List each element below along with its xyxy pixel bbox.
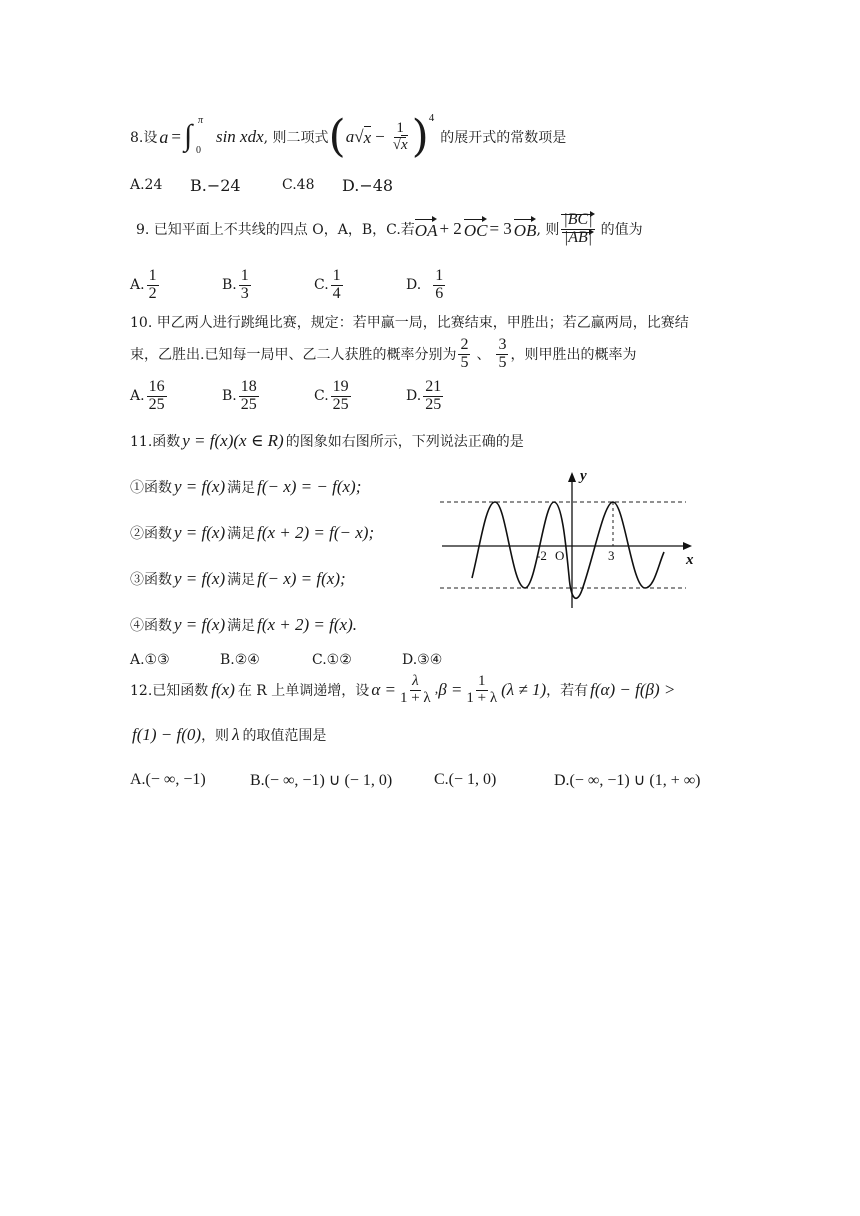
- q8-int-lower: 0: [195, 145, 201, 156]
- q9-vector-oa: OA: [415, 217, 438, 241]
- q10-c-den: 25: [332, 395, 349, 413]
- q12-prefix: 12.已知函数: [130, 683, 209, 699]
- q11-s2-mark: ②函数: [130, 526, 172, 542]
- q10-option-a-frac: [147, 379, 167, 414]
- q9-d-num: 1: [435, 266, 444, 284]
- q12-cond: (λ ≠ 1): [501, 680, 547, 699]
- q12-a-num: λ: [412, 672, 419, 689]
- q12-option-d: D.(− ∞, −1) ∪ (1, + ∞): [554, 772, 701, 789]
- q11-options: [130, 650, 442, 670]
- q11-s4-mid: 满足: [227, 618, 256, 634]
- origin-label: O: [555, 548, 565, 563]
- q10-p2-num: 3: [498, 335, 507, 353]
- sqrt-icon: √: [392, 136, 401, 153]
- q10-option-a: [130, 379, 222, 414]
- q9-c-den: 4: [332, 284, 341, 302]
- q9-option-a-frac: [147, 268, 159, 303]
- q10-b-den: 25: [240, 395, 257, 413]
- q11-s4-mark: ④函数: [130, 618, 172, 634]
- q12-options: [130, 768, 700, 792]
- q10-option-d: [406, 379, 445, 414]
- q12-alpha-frac: [398, 674, 433, 707]
- q10-option-b-frac: [239, 379, 259, 414]
- q12-lambda: λ: [232, 725, 240, 744]
- q8-option-d: D.−48: [342, 175, 394, 195]
- q12-ineq: f(α) − f(β) >: [590, 680, 676, 699]
- tick-label-3: 3: [608, 548, 615, 563]
- q9-eq3: = 3: [489, 219, 512, 238]
- q9-c-num: 1: [332, 266, 341, 284]
- question-11-stem: [130, 428, 524, 454]
- q8-int-upper: π: [197, 115, 203, 126]
- x-axis-label: x: [686, 552, 694, 568]
- q10-line2: [130, 334, 636, 374]
- q10-line2-suffix: ，则甲胜出的概率为: [510, 347, 637, 363]
- q10-option-b-label: B.: [222, 388, 237, 404]
- q12-line2-suffix: ，则: [201, 728, 230, 744]
- q9-option-c-label: C.: [314, 277, 329, 293]
- q8-binom-a: a: [345, 127, 355, 146]
- q10-option-c: [314, 379, 406, 414]
- q8-options: [130, 174, 393, 196]
- q11-option-d: D.③④: [402, 652, 443, 668]
- q9-option-b-label: B.: [222, 277, 237, 293]
- q10-c-num: 19: [332, 377, 349, 395]
- q11-suffix: 的图象如右图所示，下列说法正确的是: [285, 434, 524, 450]
- q9-option-b: [222, 268, 314, 303]
- q10-option-b: [222, 379, 314, 414]
- q8-sqrt-x: x: [363, 128, 372, 147]
- q10-option-a-label: A.: [130, 388, 145, 404]
- q9-frac-den: |AB|: [563, 228, 593, 246]
- q8-minus: −: [375, 127, 385, 146]
- q10-d-den: 25: [425, 395, 442, 413]
- q11-function-graph: [436, 466, 702, 614]
- q8-suffix: 的展开式的常数项是: [440, 130, 567, 146]
- q10-d-num: 21: [425, 377, 442, 395]
- q12-line2: [132, 722, 326, 748]
- q12-comma: ,: [434, 682, 439, 697]
- q8-integral: [184, 117, 206, 157]
- q11-statement-4: [130, 612, 357, 638]
- q10-p1-den: 5: [460, 353, 469, 371]
- q10-option-d-label: D.: [406, 388, 422, 404]
- q10-option-c-label: C.: [314, 388, 329, 404]
- q8-option-c: C.48: [282, 177, 315, 193]
- q12-line2-expr: f(1) − f(0): [132, 725, 202, 744]
- integral-sign-icon: ∫: [183, 119, 193, 152]
- q9-option-d-frac: [433, 268, 445, 303]
- q11-option-a: A.①③: [130, 652, 170, 668]
- q8-eq: =: [171, 127, 181, 146]
- q11-statement-3: [130, 566, 346, 592]
- y-axis-arrow-icon: [568, 472, 576, 482]
- q12-b-num: 1: [478, 672, 486, 689]
- q8-frac-den-x: x: [400, 136, 408, 153]
- q10-sep: 、: [476, 347, 491, 363]
- q10-a-den: 25: [148, 395, 165, 413]
- q9-vector-ob: OB: [514, 217, 537, 241]
- q8-integrand: sin xdx: [215, 127, 264, 146]
- q11-statement-1: [130, 474, 361, 500]
- q11-s4-cond: f(x + 2) = f(x).: [257, 615, 357, 634]
- q10-p1-frac: [458, 337, 470, 372]
- q10-options: [130, 376, 445, 416]
- q9-b-den: 3: [240, 284, 249, 302]
- q11-s2-cond: f(x + 2) = f(− x);: [257, 523, 375, 542]
- q10-p2-frac: [496, 337, 508, 372]
- q9-b-num: 1: [240, 266, 249, 284]
- q11-prefix: 11.函数: [130, 434, 181, 450]
- q9-option-d-label: D.: [406, 277, 422, 293]
- q9-suffix: 的值为: [600, 222, 643, 238]
- q9-d-den: 6: [435, 284, 444, 302]
- q12-if-text: ，若有: [546, 683, 589, 699]
- q9-prefix: 9. 已知平面上不共线的四点 O，A，B，C.若: [136, 222, 415, 238]
- left-paren: (: [328, 111, 346, 162]
- q12-option-c: C.(− 1, 0): [434, 771, 497, 788]
- q9-option-b-frac: [239, 268, 251, 303]
- q9-options: [130, 266, 447, 304]
- q8-var-a: a: [159, 126, 169, 147]
- q11-s1-mid: 满足: [227, 480, 256, 496]
- q11-s1-cond: f(− x) = − f(x);: [257, 477, 362, 496]
- q9-option-c: [314, 268, 406, 303]
- q10-option-c-frac: [331, 379, 351, 414]
- q9-option-a: [130, 268, 222, 303]
- q8-frac-den: [391, 138, 410, 154]
- q9-a-num: 1: [148, 266, 157, 284]
- q10-b-num: 18: [240, 377, 257, 395]
- q12-beta: β =: [438, 680, 463, 699]
- sqrt-icon: √: [354, 127, 364, 146]
- q8-option-a: A.24: [130, 177, 163, 193]
- q9-option-a-label: A.: [130, 277, 145, 293]
- q10-p1-num: 2: [460, 335, 469, 353]
- q8-mid-text: , 则二项式: [263, 130, 329, 146]
- sine-curve: [472, 502, 664, 598]
- y-axis-label: y: [580, 468, 587, 484]
- question-9-stem: [136, 202, 643, 256]
- q9-option-d: [406, 268, 447, 303]
- q10-p2-den: 5: [498, 353, 507, 371]
- q12-line2-end: 的取值范围是: [242, 728, 327, 744]
- q12-option-a: A.(− ∞, −1): [130, 771, 206, 788]
- q11-s3-mid: 满足: [227, 572, 256, 588]
- q9-option-c-frac: [331, 268, 343, 303]
- q12-alpha: α =: [371, 680, 396, 699]
- q8-prefix: 8.设: [130, 130, 158, 146]
- q11-s1-mark: ①函数: [130, 480, 172, 496]
- q9-plus2: + 2: [439, 219, 462, 238]
- q8-option-b: B.−24: [190, 175, 241, 195]
- q10-line1: 10. 甲乙两人进行跳绳比赛，规定：若甲赢一局，比赛结束，甲胜出；若乙赢两局，比赛结: [130, 315, 689, 331]
- q11-option-c: C.①②: [312, 652, 352, 668]
- q12-b-den: 1 + λ: [466, 689, 498, 706]
- q11-option-b: B.②④: [220, 652, 260, 668]
- question-8-stem: [130, 112, 566, 162]
- q8-power: 4: [428, 112, 435, 124]
- q11-statement-2: [130, 520, 374, 546]
- tick-label-neg2: -2: [536, 548, 547, 563]
- q11-s2-f: y = f(x): [174, 523, 226, 542]
- q12-option-b: B.(− ∞, −1) ∪ (− 1, 0): [250, 772, 393, 789]
- q12-mid: 在 R 上单调递增，设: [237, 683, 370, 699]
- q10-line2-prefix: 束，乙胜出.已知每一局甲、乙二人获胜的概率分别为: [130, 347, 457, 363]
- q11-s1-f: y = f(x): [174, 477, 226, 496]
- q12-a-den: 1 + λ: [399, 689, 431, 706]
- q9-vector-oc: OC: [464, 217, 488, 241]
- x-axis-arrow-icon: [683, 542, 692, 550]
- right-paren: ): [411, 111, 429, 162]
- q9-fraction: [561, 212, 594, 247]
- q10-option-d-frac: [423, 379, 443, 414]
- q8-fraction: [391, 121, 410, 154]
- q11-func: y = f(x)(x ∈ R): [182, 431, 284, 450]
- q11-s4-f: y = f(x): [174, 615, 226, 634]
- q11-s3-cond: f(− x) = f(x);: [257, 569, 346, 588]
- question-12-stem: [130, 668, 675, 712]
- q11-s3-mark: ③函数: [130, 572, 172, 588]
- q10-a-num: 16: [148, 377, 165, 395]
- q11-s2-mid: 满足: [227, 526, 256, 542]
- q8-frac-num: 1: [396, 119, 404, 136]
- q9-frac-num: |BC|: [563, 210, 593, 228]
- q9-a-den: 2: [148, 284, 157, 302]
- q9-then: , 则: [536, 222, 560, 238]
- q12-beta-frac: [464, 674, 499, 707]
- q11-s3-f: y = f(x): [174, 569, 226, 588]
- q12-fx: f(x): [211, 680, 235, 699]
